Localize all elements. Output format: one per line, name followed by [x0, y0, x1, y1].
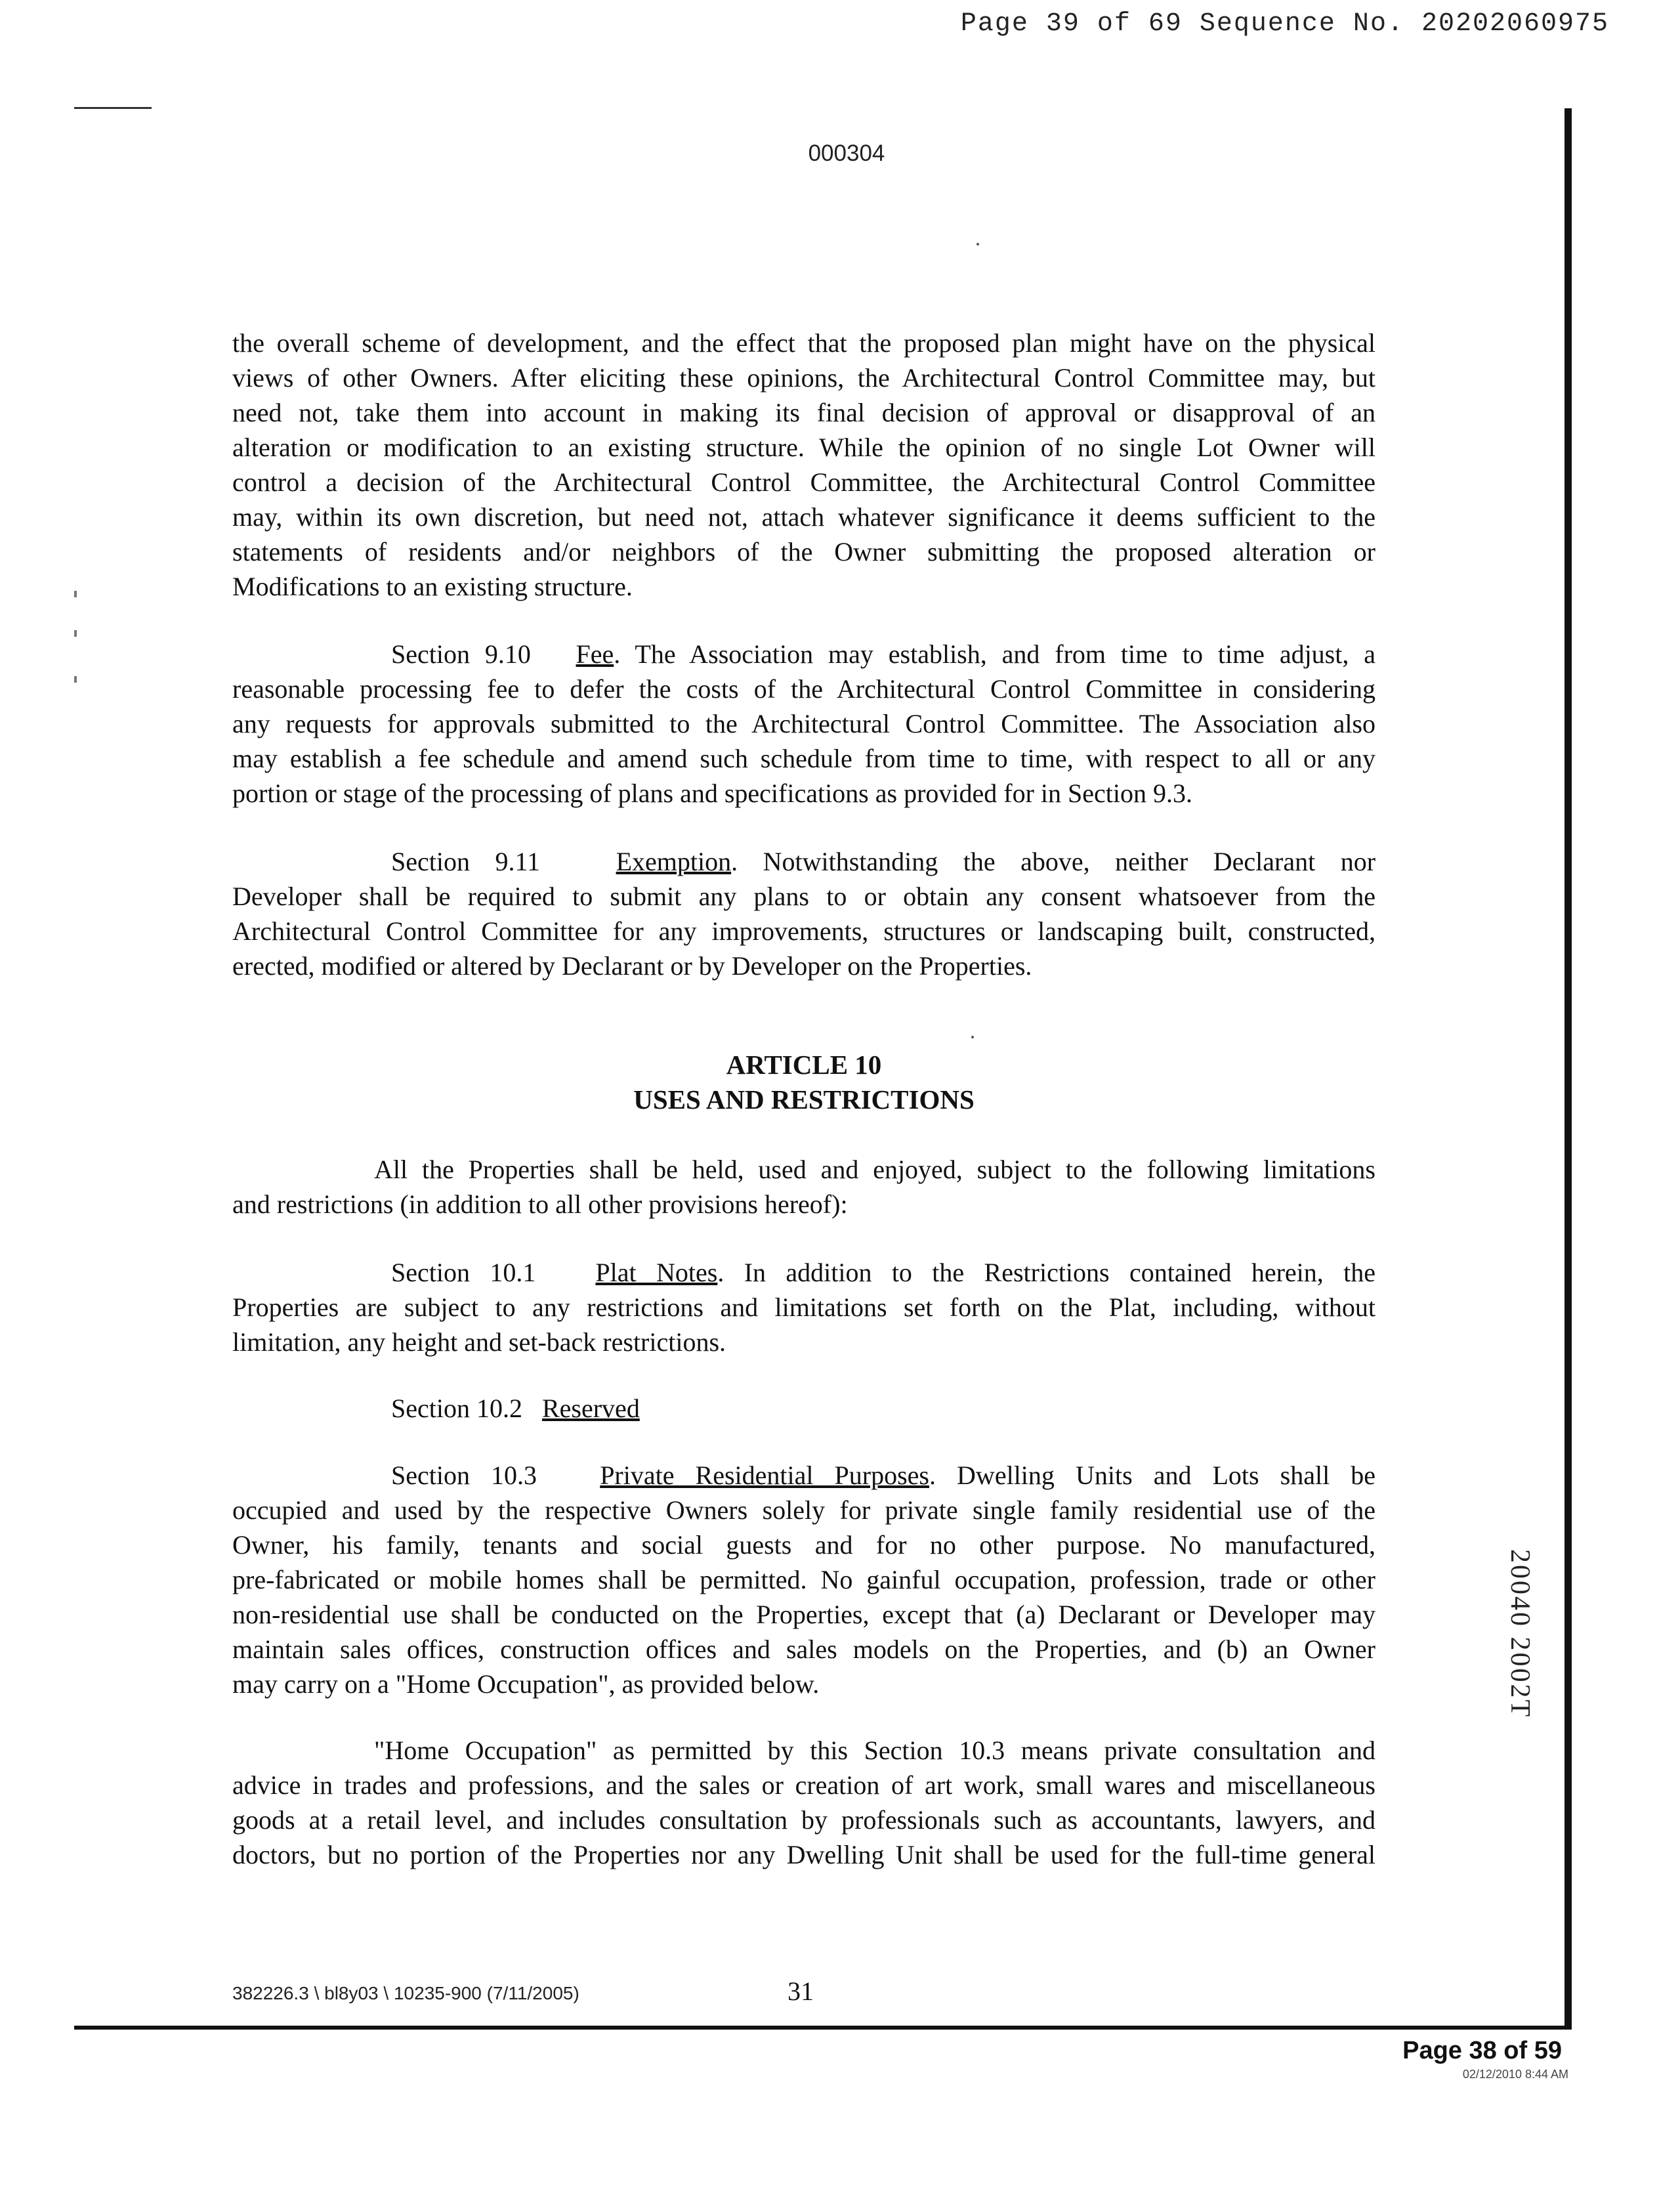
text-line: All the Properties shall be held, used and enjoyed, subject to the following limitations	[374, 1155, 1376, 1184]
text-line: Properties are subject to any restrictions and limitations set forth on the Plat, including, without	[232, 1292, 1376, 1322]
section-first-line	[232, 1391, 1376, 1426]
section-title: Fee	[576, 639, 614, 669]
section-9-11	[232, 844, 1376, 983]
text-line: maintain sales offices, construction offices and sales models on the Properties, and (b) an Owner	[232, 1634, 1376, 1664]
margin-tick	[74, 591, 77, 597]
text-line: may establish a fee schedule and amend such schedule from time to time, with respect to all or any	[232, 744, 1376, 773]
section-first-line	[232, 844, 1376, 879]
article-title: USES AND RESTRICTIONS	[633, 1084, 975, 1115]
vertical-stamp-text: 20040 2002T	[1505, 1549, 1535, 1719]
section-10-2	[232, 1391, 1376, 1426]
text-line: advice in trades and professions, and the sales or creation of art work, small wares and miscellaneous	[232, 1770, 1376, 1800]
text-line: statements of residents and/or neighbors of the Owner submitting the proposed alteration or	[232, 537, 1376, 566]
section-number: Section 10.3	[391, 1460, 537, 1490]
section-9-10	[232, 637, 1376, 811]
text-line: need not, take them into account in making its final decision of approval or disapproval of an	[232, 398, 1376, 427]
text-line: may carry on a "Home Occupation", as provided below.	[232, 1669, 820, 1699]
section-10-1	[232, 1255, 1376, 1359]
article-heading	[232, 1048, 1376, 1117]
text-line: may, within its own discretion, but need not, attach whatever significance it deems sufficient to the	[232, 502, 1376, 532]
text-line: erected, modified or altered by Declarant or by Developer on the Properties.	[232, 951, 1032, 981]
fax-timestamp: 02/12/2010 8:44 AM	[1462, 2068, 1568, 2081]
scan-speck	[971, 1036, 974, 1038]
text-line: the overall scheme of development, and the effect that the proposed plan might have on the physical	[232, 328, 1376, 358]
text-line: Developer shall be required to submit any plans to or obtain any consent whatsoever from the	[232, 882, 1376, 911]
section-title: Reserved	[541, 1394, 640, 1423]
section-number: Section 9.11	[391, 847, 541, 876]
section-first-line	[232, 637, 1376, 671]
text-line: limitation, any height and set-back restrictions.	[232, 1327, 726, 1357]
document-number: 000304	[808, 140, 885, 166]
text-line: goods at a retail level, and includes consultation by professionals such as accountants, lawyers, and	[232, 1805, 1376, 1835]
header-sequence-stamp: Page 39 of 69 Sequence No. 20202060975	[960, 9, 1609, 39]
right-margin-rule	[1564, 108, 1572, 2028]
top-left-mark	[74, 107, 152, 109]
text-line: occupied and used by the respective Owners solely for private single family residential use of the	[232, 1495, 1376, 1525]
section-first-line	[232, 1255, 1376, 1290]
article-intro	[232, 1152, 1376, 1222]
text-line: Architectural Control Committee for any improvements, structures or landscaping built, constructed,	[232, 916, 1376, 946]
text-line: doctors, but no portion of the Properties nor any Dwelling Unit shall be used for the full-time general	[232, 1840, 1376, 1869]
section-text: . Notwithstanding the above, neither Declarant nor	[731, 847, 1376, 876]
article-number: ARTICLE 10	[726, 1050, 882, 1080]
section-title: Plat Notes	[595, 1258, 718, 1287]
text-line: and restrictions (in addition to all other provisions hereof):	[232, 1189, 848, 1219]
text-line: Owner, his family, tenants and social guests and for no other purpose. No manufactured,	[232, 1530, 1376, 1560]
paragraph-continuation	[232, 326, 1376, 604]
footer-page-number: 31	[788, 1976, 814, 2006]
section-number: Section 9.10	[391, 639, 531, 669]
scan-speck	[976, 243, 979, 245]
text-line: reasonable processing fee to defer the costs of the Architectural Control Committee in considering	[232, 674, 1376, 704]
text-line: control a decision of the Architectural Control Committee, the Architectural Control Committee	[232, 467, 1376, 497]
text-line: "Home Occupation" as permitted by this Section 10.3 means private consultation and	[374, 1736, 1376, 1765]
section-title: Exemption	[616, 847, 732, 876]
text-line: alteration or modification to an existing structure. While the opinion of no single Lot Owner will	[232, 433, 1376, 462]
section-first-line	[232, 1458, 1376, 1493]
vertical-recording-stamp	[1496, 1549, 1555, 1785]
section-title: Private Residential Purposes	[600, 1460, 929, 1490]
section-text: . The Association may establish, and from time to time adjust, a	[614, 639, 1376, 669]
text-line: pre-fabricated or mobile homes shall be permitted. No gainful occupation, profession, trade or other	[232, 1565, 1376, 1594]
text-line: Modifications to an existing structure.	[232, 572, 633, 601]
home-occupation-paragraph	[232, 1733, 1376, 1872]
section-number: Section 10.2	[391, 1394, 522, 1423]
section-10-3	[232, 1458, 1376, 1701]
margin-tick	[74, 630, 77, 637]
section-text: . In addition to the Restrictions contained herein, the	[717, 1258, 1376, 1287]
text-line: portion or stage of the processing of plans and specifications as provided for in Section 9.3.	[232, 778, 1192, 808]
bottom-rule	[74, 2026, 1572, 2030]
margin-tick	[74, 676, 77, 683]
text-line: views of other Owners. After eliciting these opinions, the Architectural Control Committee may, but	[232, 363, 1376, 393]
page-stamp: Page 38 of 59	[1402, 2037, 1562, 2064]
text-line: non-residential use shall be conducted on the Properties, except that (a) Declarant or Developer may	[232, 1600, 1376, 1629]
section-text: . Dwelling Units and Lots shall be	[929, 1460, 1376, 1490]
text-line: any requests for approvals submitted to the Architectural Control Committee. The Association also	[232, 709, 1376, 738]
footer-document-code: 382226.3 \ bl8y03 \ 10235-900 (7/11/2005)	[232, 1983, 579, 2003]
section-number: Section 10.1	[391, 1258, 536, 1287]
